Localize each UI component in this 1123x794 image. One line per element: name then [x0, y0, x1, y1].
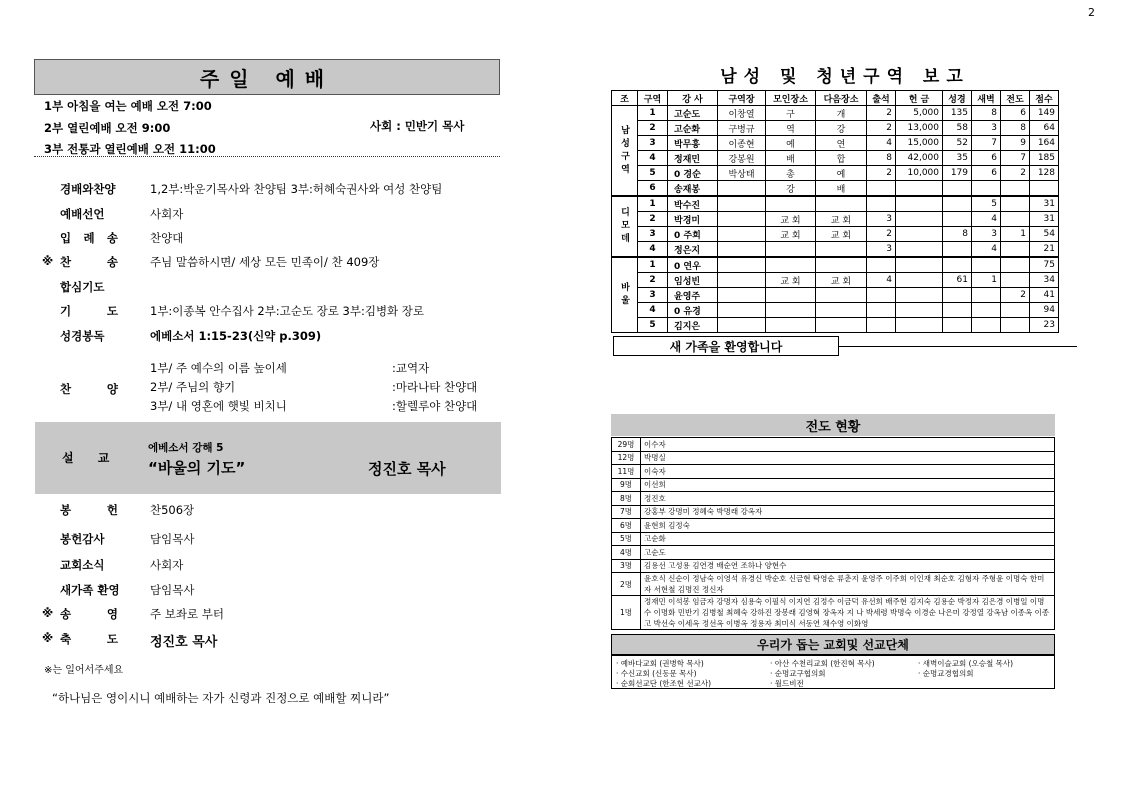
report-row [612, 106, 1059, 121]
report-cell: 4 [867, 136, 896, 151]
service-3: 3부 전통과 열린예배 오전 11:00 [44, 142, 216, 156]
stand-mark: ※ [42, 254, 54, 268]
report-cell [867, 303, 896, 318]
report-cell: 2 [867, 227, 896, 242]
order-value: 주님 말씀하시면/ 세상 모든 민족이/ 찬 409장 [150, 255, 380, 269]
order-label: 찬 송 [60, 255, 118, 269]
mission-item: · 순명교구협의회 [770, 669, 826, 678]
report-cell [972, 288, 1001, 303]
group-label: 디모데 [612, 196, 638, 257]
report-cell [1001, 273, 1030, 288]
report-cell [816, 242, 867, 258]
report-cell [718, 212, 766, 227]
report-cell: 6 [638, 181, 668, 197]
report-cell [766, 303, 816, 318]
order-value: 주 보좌로 부터 [150, 607, 224, 621]
report-cell [867, 318, 896, 333]
mission-item: · 예바다교회 (권병학 목사) [616, 659, 704, 668]
order-label: 송 영 [60, 607, 118, 621]
report-cell: 임성빈 [668, 273, 718, 288]
report-cell [896, 242, 943, 258]
report-cell [1001, 303, 1030, 318]
report-row [612, 288, 1059, 303]
evangelism-row [612, 492, 1055, 506]
report-cell: 94 [1030, 303, 1059, 318]
report-cell [816, 196, 867, 212]
report-cell: 박상태 [718, 166, 766, 181]
group-label: 바울 [612, 257, 638, 333]
report-cell [896, 196, 943, 212]
evangelism-names: 정재민 이석봉 임금자 강명자 심용숙 이필식 이지연 김정수 이금덕 유선희 배주현 김지숙 김용순 박정자 김은경 이병일 이명수 이명화 민반기 김병철 최혜숙 강하진 장봉래 김영혁 장옥자 지 나 박세령 박명숙 이경순 나은미 강정열 강옥남 이종옥 이종고 박선숙 이세옥 정선옥 이병옥 정용자 최미식 서동연 채수영 이화영 [641, 596, 1055, 630]
report-row [612, 136, 1059, 151]
report-cell [943, 288, 972, 303]
report-cell [766, 257, 816, 273]
report-cell: 4 [638, 151, 668, 166]
mission-item: · 수신교회 (신동문 목사) [616, 669, 697, 678]
report-cell [1001, 257, 1030, 273]
report-cell: 1 [638, 196, 668, 212]
report-cell: 이종현 [718, 136, 766, 151]
report-cell [943, 318, 972, 333]
order-value: 사회자 [150, 558, 184, 572]
column-header: 모인장소 [766, 91, 816, 106]
column-header: 점수 [1030, 91, 1059, 106]
report-cell: 2 [638, 273, 668, 288]
report-cell: 3 [972, 227, 1001, 242]
report-cell [1001, 181, 1030, 197]
report-cell: 0 유경 [668, 303, 718, 318]
anthem-3: 3부/ 내 영혼에 햇빛 비치니 :할렐루야 찬양대 [150, 399, 478, 413]
report-cell [766, 318, 816, 333]
divider [34, 156, 500, 157]
report-cell: 2 [867, 166, 896, 181]
order-label: 기 도 [60, 304, 118, 318]
evangelism-names: 정진호 [641, 492, 1055, 506]
report-row [612, 151, 1059, 166]
report-cell: 5,000 [896, 106, 943, 121]
report-row [612, 318, 1059, 333]
order-label: 봉헌감사 [60, 532, 105, 546]
report-cell: 7 [1001, 151, 1030, 166]
order-label: 예배선언 [60, 207, 105, 221]
mission-item: · 아산 수천리교회 (한진혁 목사) [770, 659, 875, 668]
report-cell [816, 303, 867, 318]
order-label: 봉 헌 [60, 503, 118, 517]
mission-item: · 월드비전 [770, 679, 804, 688]
report-cell [766, 196, 816, 212]
report-cell: 1 [638, 257, 668, 273]
sermon-preacher: 정진호 목사 [368, 460, 446, 478]
report-cell [718, 273, 766, 288]
divider [839, 346, 1077, 347]
report-cell: 강 [816, 121, 867, 136]
column-header: 다음장소 [816, 91, 867, 106]
report-cell: 6 [1001, 106, 1030, 121]
report-cell [766, 242, 816, 258]
report-cell: 2 [867, 121, 896, 136]
report-cell: 김지은 [668, 318, 718, 333]
order-label: 찬 양 [60, 382, 118, 396]
report-row [612, 196, 1059, 212]
order-value: 1,2부:박운기목사와 찬양팀 3부:허혜숙권사와 여성 찬양팀 [150, 182, 443, 196]
order-label: 경배와찬양 [60, 182, 116, 196]
report-cell: 연 [816, 136, 867, 151]
report-cell: 3 [972, 121, 1001, 136]
report-cell: 고순화 [668, 121, 718, 136]
report-cell: 2 [638, 121, 668, 136]
report-cell [943, 181, 972, 197]
report-cell [896, 181, 943, 197]
report-cell: 149 [1030, 106, 1059, 121]
report-cell [766, 288, 816, 303]
report-cell: 강 [766, 181, 816, 197]
evangelism-row [612, 532, 1055, 546]
evangelism-row [612, 546, 1055, 560]
order-value: 정진호 목사 [150, 635, 218, 650]
report-cell [972, 318, 1001, 333]
report-cell: 강봉원 [718, 151, 766, 166]
report-cell: 185 [1030, 151, 1059, 166]
evangelism-count: 2명 [612, 573, 641, 596]
order-value: 담임목사 [150, 583, 195, 597]
column-header: 전도 [1001, 91, 1030, 106]
evangelism-names: 김용선 고성용 김연경 배순연 조하나 양현수 [641, 559, 1055, 573]
evangelism-row [612, 438, 1055, 452]
sermon-scripture: 에베소서 강해 5 [148, 442, 224, 454]
report-cell [718, 318, 766, 333]
evangelism-count: 9명 [612, 478, 641, 492]
evangelism-count: 12명 [612, 451, 641, 465]
report-cell [718, 257, 766, 273]
order-label: 입 례 송 [60, 231, 118, 245]
order-value: 1부:이종복 안수집사 2부:고순도 장로 3부:김병화 장로 [150, 304, 425, 318]
report-cell: 6 [972, 151, 1001, 166]
mission-list [611, 655, 1055, 689]
district-report-table [611, 90, 1059, 333]
service-2: 2부 열린예배 오전 9:00 [44, 121, 171, 135]
report-row [612, 121, 1059, 136]
report-cell [816, 257, 867, 273]
report-cell: 3 [638, 288, 668, 303]
evangelism-table [611, 437, 1055, 630]
report-cell: 교 회 [766, 212, 816, 227]
report-cell [867, 196, 896, 212]
column-header: 헌 금 [896, 91, 943, 106]
report-cell [816, 288, 867, 303]
report-row [612, 166, 1059, 181]
report-row [612, 227, 1059, 242]
report-cell [718, 196, 766, 212]
report-cell: 정은지 [668, 242, 718, 258]
report-cell [972, 303, 1001, 318]
report-cell [1001, 242, 1030, 258]
report-cell: 13,000 [896, 121, 943, 136]
report-cell [1001, 212, 1030, 227]
report-cell [972, 257, 1001, 273]
report-cell: 8 [1001, 121, 1030, 136]
worship-title: 주일 예배 [34, 59, 500, 95]
report-cell: 박무흥 [668, 136, 718, 151]
evangelism-row [612, 559, 1055, 573]
report-cell [943, 196, 972, 212]
anthem-1: 1부/ 주 예수의 이름 높이세 :교역자 [150, 361, 430, 375]
report-cell: 54 [1030, 227, 1059, 242]
evangelism-count: 4명 [612, 546, 641, 560]
report-cell [896, 227, 943, 242]
order-label: 교회소식 [60, 558, 105, 572]
report-cell: 교 회 [816, 227, 867, 242]
mission-item: · 순회선교단 (한조현 선교사) [616, 679, 712, 688]
report-cell [896, 212, 943, 227]
report-cell: 52 [943, 136, 972, 151]
report-cell: 21 [1030, 242, 1059, 258]
order-value: 찬양대 [150, 231, 184, 245]
evangelism-row [612, 596, 1055, 630]
mission-title: 우리가 돕는 교회및 선교단체 [611, 634, 1055, 655]
report-cell: 61 [943, 273, 972, 288]
report-cell: 4 [972, 242, 1001, 258]
report-cell [943, 257, 972, 273]
report-cell: 9 [1001, 136, 1030, 151]
report-cell [943, 303, 972, 318]
report-cell [896, 303, 943, 318]
column-header: 조 [612, 91, 638, 106]
order-label: 성경봉독 [60, 329, 105, 343]
page-number: 2 [1088, 6, 1095, 19]
report-cell: 배 [816, 181, 867, 197]
group-label: 남성구역 [612, 106, 638, 197]
report-cell: 예 [816, 166, 867, 181]
column-header: 강 사 [668, 91, 718, 106]
report-cell: 0 주희 [668, 227, 718, 242]
evangelism-row [612, 573, 1055, 596]
report-cell: 3 [867, 212, 896, 227]
report-title: 남성 및 청년구역 보고 [720, 67, 970, 87]
report-cell: 구병규 [718, 121, 766, 136]
report-cell: 구 [766, 106, 816, 121]
report-cell: 2 [867, 106, 896, 121]
report-row [612, 303, 1059, 318]
report-cell: 42,000 [896, 151, 943, 166]
order-label: 합심기도 [60, 280, 105, 294]
evangelism-names: 이선희 [641, 478, 1055, 492]
evangelism-row [612, 465, 1055, 479]
report-cell: 8 [972, 106, 1001, 121]
report-row [612, 242, 1059, 258]
report-cell: 135 [943, 106, 972, 121]
report-cell [896, 288, 943, 303]
report-cell: 4 [972, 212, 1001, 227]
report-cell: 6 [972, 166, 1001, 181]
report-cell: 교 회 [816, 273, 867, 288]
report-cell: 1 [972, 273, 1001, 288]
evangelism-names: 윤호식 신순이 정남숙 이영석 유경신 박순호 신금현 탁영순 류춘지 윤영주 이주희 이인재 최순호 김형자 주형윤 이명숙 한미자 서현철 김명진 정신자 [641, 573, 1055, 596]
report-cell: 2 [1001, 288, 1030, 303]
report-cell: 3 [638, 227, 668, 242]
report-cell: 31 [1030, 196, 1059, 212]
evangelism-count: 7명 [612, 505, 641, 519]
report-cell: 35 [943, 151, 972, 166]
report-cell: 8 [867, 151, 896, 166]
column-header: 구역 [638, 91, 668, 106]
report-cell: 8 [943, 227, 972, 242]
report-cell: 1 [1001, 227, 1030, 242]
order-label: 새가족 환영 [60, 583, 120, 597]
column-header: 출석 [867, 91, 896, 106]
report-cell [896, 318, 943, 333]
report-cell: 윤영주 [668, 288, 718, 303]
mission-item: · 순명교경협의회 [918, 669, 974, 678]
evangelism-names: 이수자 [641, 438, 1055, 452]
report-cell: 이창열 [718, 106, 766, 121]
report-cell: 10,000 [896, 166, 943, 181]
evangelism-row [612, 519, 1055, 533]
evangelism-count: 11명 [612, 465, 641, 479]
report-cell: 128 [1030, 166, 1059, 181]
report-cell [1030, 181, 1059, 197]
column-header: 성경 [943, 91, 972, 106]
sermon-title: “바울의 기도” [148, 459, 246, 477]
report-cell: 15,000 [896, 136, 943, 151]
report-cell: 0 경순 [668, 166, 718, 181]
evangelism-count: 3명 [612, 559, 641, 573]
report-cell: 7 [972, 136, 1001, 151]
evangelism-names: 강홍부 강명미 정혜숙 박명래 강옥자 [641, 505, 1055, 519]
service-1: 1부 아침을 여는 예배 오전 7:00 [44, 99, 212, 113]
report-cell: 정재민 [668, 151, 718, 166]
report-row [612, 212, 1059, 227]
report-cell [1001, 196, 1030, 212]
evangelism-names: 고순도 [641, 546, 1055, 560]
sermon-label: 설 교 [62, 451, 120, 465]
report-cell: 송재봉 [668, 181, 718, 197]
report-cell: 3 [638, 136, 668, 151]
report-cell: 4 [867, 273, 896, 288]
report-cell: 박수진 [668, 196, 718, 212]
report-row [612, 257, 1059, 273]
order-value: 사회자 [150, 207, 184, 221]
column-header: 새벽 [972, 91, 1001, 106]
evangelism-count: 1명 [612, 596, 641, 630]
evangelism-names: 고순화 [641, 532, 1055, 546]
report-cell [816, 318, 867, 333]
report-cell: 역 [766, 121, 816, 136]
evangelism-count: 5명 [612, 532, 641, 546]
report-cell: 31 [1030, 212, 1059, 227]
report-cell: 2 [1001, 166, 1030, 181]
report-cell [1001, 318, 1030, 333]
report-cell: 164 [1030, 136, 1059, 151]
column-header: 구역장 [718, 91, 766, 106]
report-cell: 75 [1030, 257, 1059, 273]
evangelism-names: 이숙자 [641, 465, 1055, 479]
report-cell [718, 303, 766, 318]
report-cell [718, 288, 766, 303]
report-cell: 1 [638, 106, 668, 121]
stand-mark: ※ [42, 631, 54, 645]
report-cell: 총 [766, 166, 816, 181]
order-value: 담임목사 [150, 532, 195, 546]
report-cell: 5 [638, 166, 668, 181]
report-cell: 고순도 [668, 106, 718, 121]
report-cell: 2 [638, 212, 668, 227]
report-cell [718, 227, 766, 242]
report-cell: 3 [867, 242, 896, 258]
report-cell: 41 [1030, 288, 1059, 303]
report-header-row [612, 91, 1059, 106]
report-cell [943, 242, 972, 258]
stand-mark: ※ [42, 606, 54, 620]
evangelism-names: 윤현희 김정숙 [641, 519, 1055, 533]
welcome-heading: 새 가족을 환영합니다 [613, 336, 839, 356]
evangelism-count: 6명 [612, 519, 641, 533]
anthem-2: 2부/ 주님의 향기 :마라나타 찬양대 [150, 380, 478, 394]
mission-item: · 새벽이슬교회 (오승철 목사) [918, 659, 1014, 668]
report-cell [867, 181, 896, 197]
report-cell [896, 273, 943, 288]
scripture-verse: “하나님은 영이시니 예배하는 자가 신령과 진정으로 예배할 찌니라” [52, 691, 390, 705]
presider: 사회 : 민반기 목사 [370, 119, 465, 133]
evangelism-names: 박명실 [641, 451, 1055, 465]
report-cell [943, 212, 972, 227]
report-cell [867, 257, 896, 273]
report-cell: 23 [1030, 318, 1059, 333]
evangelism-count: 8명 [612, 492, 641, 506]
order-value: 찬506장 [150, 503, 195, 517]
report-cell: 예 [766, 136, 816, 151]
report-cell: 합 [816, 151, 867, 166]
report-cell: 64 [1030, 121, 1059, 136]
report-cell: 34 [1030, 273, 1059, 288]
report-cell: 179 [943, 166, 972, 181]
report-cell: 4 [638, 242, 668, 258]
order-label: 축 도 [60, 632, 118, 646]
report-cell: 교 회 [766, 227, 816, 242]
report-cell: 5 [638, 318, 668, 333]
evangelism-row [612, 451, 1055, 465]
report-cell: 0 연우 [668, 257, 718, 273]
report-cell: 5 [972, 196, 1001, 212]
report-cell [896, 257, 943, 273]
report-cell: 개 [816, 106, 867, 121]
report-cell: 58 [943, 121, 972, 136]
stand-note: ※는 일어서주세요 [44, 665, 124, 676]
order-value: 에베소서 1:15-23(신약 p.309) [150, 329, 322, 343]
evangelism-row [612, 505, 1055, 519]
evangelism-title: 전도 현황 [611, 414, 1055, 436]
report-cell [972, 181, 1001, 197]
report-cell: 배 [766, 151, 816, 166]
report-cell [718, 181, 766, 197]
report-cell: 박경미 [668, 212, 718, 227]
report-row [612, 181, 1059, 197]
report-cell: 교 회 [766, 273, 816, 288]
evangelism-count: 29명 [612, 438, 641, 452]
evangelism-row [612, 478, 1055, 492]
report-cell: 교 회 [816, 212, 867, 227]
report-cell [718, 242, 766, 258]
report-cell [867, 288, 896, 303]
report-cell: 4 [638, 303, 668, 318]
report-row [612, 273, 1059, 288]
